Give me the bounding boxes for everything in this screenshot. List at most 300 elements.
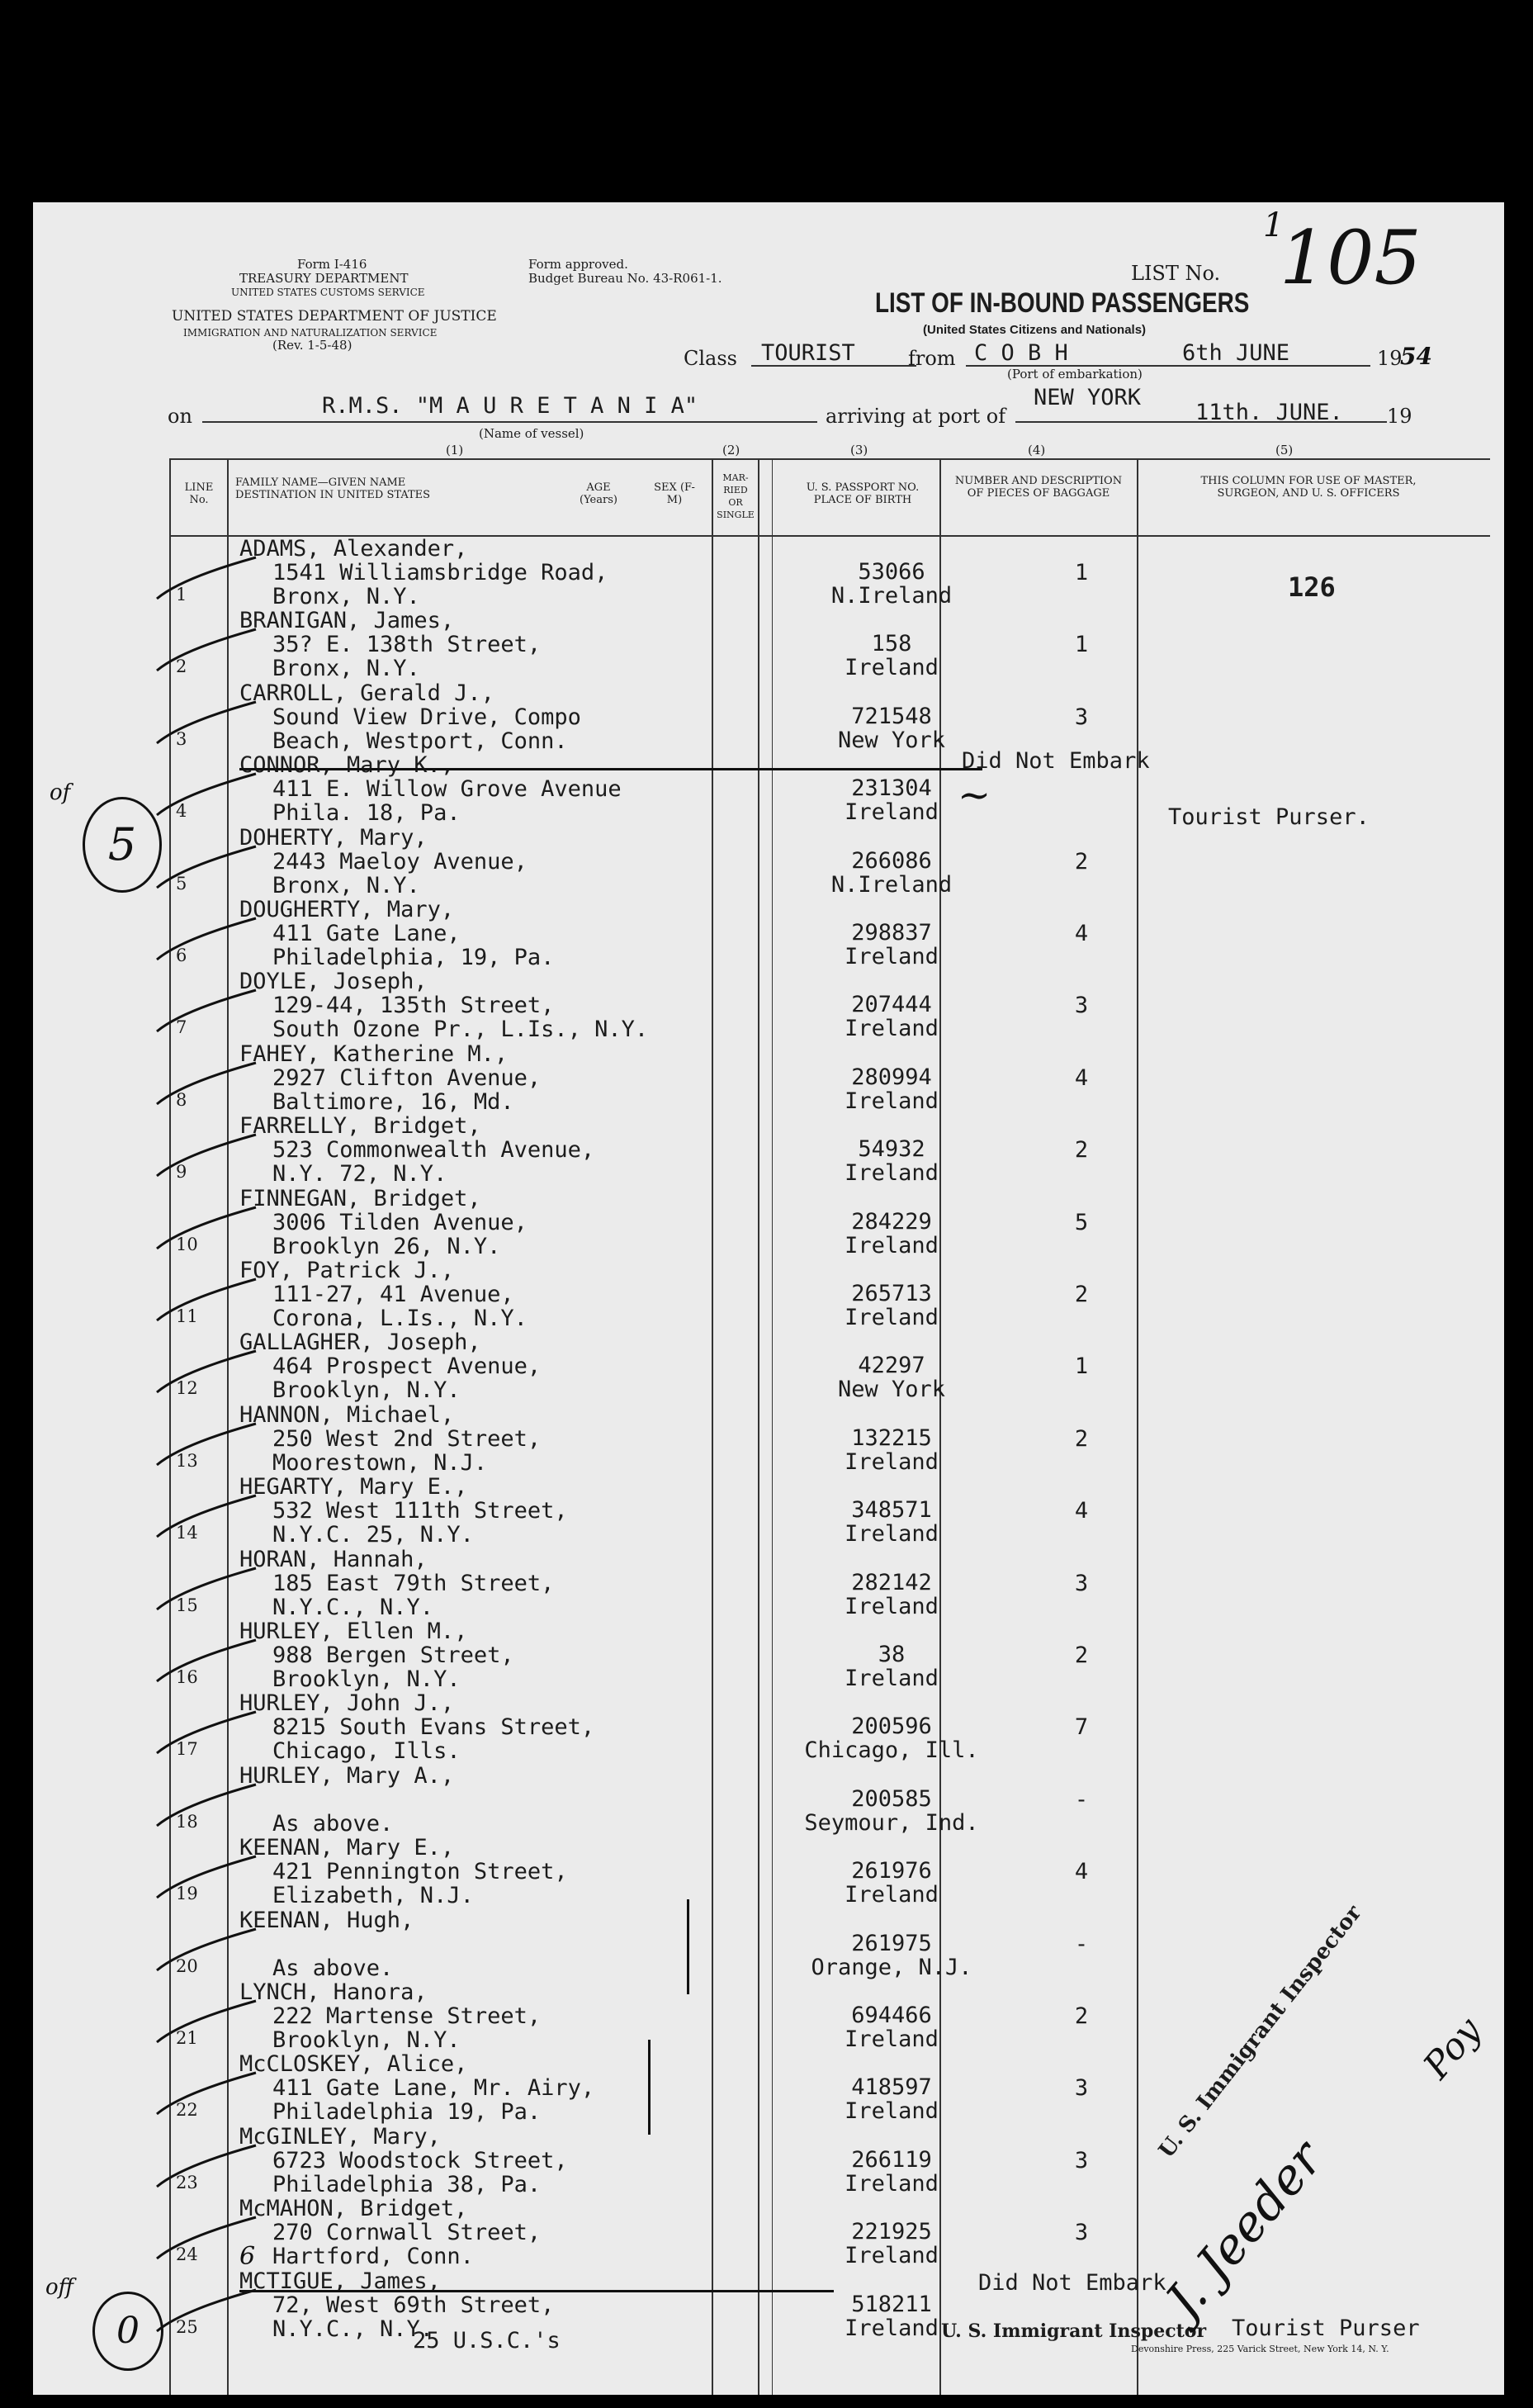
place-of-birth: Ireland (845, 1448, 939, 1475)
passenger-address: 1541 Williamsbridge Road, (272, 560, 608, 585)
passenger-city: Philadelphia 19, Pa. (272, 2099, 542, 2126)
passenger-city: Bronx, N.Y. (272, 872, 420, 898)
header-passport: U. S. PASSPORT NO. PLACE OF BIRTH (806, 481, 920, 506)
baggage-count: 2 (1074, 1642, 1089, 1668)
customs-service: UNITED STATES CUSTOMS SERVICE (231, 287, 425, 298)
passenger-name: FARRELLY, Bridget, (239, 1113, 481, 1140)
passenger-city: Beach, Westport, Conn. (272, 728, 568, 754)
passport-cell (793, 704, 991, 752)
baggage-count: 2 (1074, 1425, 1089, 1452)
passenger-entry (239, 1114, 594, 1186)
baggage-count: 2 (1074, 2003, 1089, 2029)
passenger-entry (239, 1042, 541, 1114)
col-num-4: (4) (1028, 443, 1046, 457)
baggage-count: 3 (1074, 1570, 1089, 1596)
table-row (33, 609, 1504, 680)
table-row (33, 1403, 1504, 1475)
passenger-city: Elizabeth, N.J. (272, 1883, 474, 1909)
passenger-entry (239, 1836, 568, 1908)
passport-number: 282142 (851, 1569, 932, 1595)
place-of-birth: Ireland (845, 1593, 939, 1619)
passenger-city: Brooklyn 26, N.Y. (272, 1233, 501, 1259)
passenger-address: 988 Bergen Street, (272, 1642, 514, 1668)
header-baggage: NUMBER AND DESCRIPTION OF PIECES OF BAGGAGE (954, 475, 1123, 500)
passenger-entry (239, 1548, 554, 1619)
header-sex: SEX (F-M) (654, 481, 695, 506)
vessel-name: R.M.S. "M A U R E T A N I A" (322, 393, 698, 419)
passenger-entry (239, 609, 541, 680)
line-number: 23 (176, 2172, 198, 2192)
table-row (33, 898, 1504, 969)
passenger-name: CONNOR, Mary K., (239, 752, 455, 779)
line-number: 1 (176, 585, 187, 604)
passport-cell (793, 1642, 991, 1690)
passenger-city: As above. (272, 1810, 394, 1837)
line-number: 6 (176, 946, 187, 965)
passenger-entry (239, 753, 622, 825)
list-no-handwritten: 105 (1280, 215, 1422, 301)
arriving-label: arriving at port of (826, 405, 1006, 428)
circled-number: 0 (92, 2292, 163, 2371)
passport-number: 694466 (851, 2003, 932, 2028)
place-of-birth: Ireland (845, 2170, 939, 2197)
place-of-birth: Ireland (845, 1160, 939, 1187)
list-no-label: LIST No. (1131, 262, 1221, 285)
baggage-count: 4 (1074, 1498, 1089, 1524)
passenger-name: CARROLL, Gerald J., (239, 680, 494, 706)
line-number: 22 (176, 2100, 198, 2121)
passenger-city: Brooklyn, N.Y. (272, 1666, 461, 1692)
passenger-city: Corona, L.Is., N.Y. (272, 1306, 528, 1331)
place-of-birth: Ireland (845, 944, 939, 969)
passenger-city: South Ozone Pr., L.Is., N.Y. (272, 1017, 649, 1043)
baggage-count: 2 (1074, 848, 1089, 875)
place-of-birth: Orange, N.J. (811, 1954, 972, 1980)
passenger-address: 222 Martense Street, (272, 2003, 542, 2029)
passenger-name: HEGARTY, Mary E., (239, 1474, 468, 1500)
inspector-signature: Poy (1415, 2009, 1490, 2088)
place-of-birth: Ireland (845, 1016, 939, 1042)
passport-cell (793, 1065, 991, 1113)
passenger-entry (239, 1403, 541, 1475)
passenger-name: KEENAN, Mary E., (239, 1835, 455, 1861)
passenger-name: LYNCH, Hanora, (239, 1979, 428, 2005)
passenger-address: 3006 Tilden Avenue, (272, 1209, 528, 1235)
passport-cell (793, 1571, 991, 1619)
margin-count: 126 (1288, 571, 1336, 603)
class-value: TOURIST (761, 340, 855, 366)
passport-cell (793, 1353, 991, 1401)
line-number: 19 (176, 1884, 198, 1904)
line-number: 13 (176, 1450, 198, 1471)
ins-service: IMMIGRATION AND NATURALIZATION SERVICE (183, 327, 438, 339)
col-num-2: (2) (722, 443, 740, 457)
checkmark-mark: 1 (1263, 206, 1285, 244)
baggage-count: 3 (1074, 2220, 1089, 2246)
passport-cell (793, 2148, 991, 2196)
baggage-count: 3 (1074, 704, 1089, 730)
did-not-embark-note: Did Not Embark (962, 748, 1150, 774)
embark-caption: (Port of embarkation) (1007, 367, 1143, 382)
passenger-entry (239, 898, 554, 969)
passenger-city: Philadelphia, 19, Pa. (272, 945, 555, 970)
passport-number: 158 (871, 631, 912, 657)
passport-number: 200596 (851, 1714, 932, 1740)
justice-dept: UNITED STATES DEPARTMENT OF JUSTICE (172, 308, 497, 325)
table-row (33, 1259, 1504, 1330)
line-number: 20 (176, 1955, 198, 1976)
passport-number: 38 (878, 1642, 906, 1667)
list-subtitle: (United States Citizens and Nationals) (923, 323, 1147, 337)
passport-number: 721548 (851, 703, 932, 729)
passenger-entry (239, 1259, 528, 1330)
on-label: on (168, 405, 192, 428)
inspector-stamp-bottom: U. S. Immigrant Inspector (941, 2320, 1207, 2342)
bracket-line (648, 2040, 651, 2135)
table-row (33, 2052, 1504, 2124)
passenger-city: Hartford, Conn. (272, 2244, 474, 2270)
baggage-count: 4 (1074, 921, 1089, 946)
baggage-count: 2 (1074, 1137, 1089, 1164)
bracket-line (687, 1899, 689, 1994)
place-of-birth: Ireland (845, 2026, 939, 2052)
passenger-city: Bronx, N.Y. (272, 656, 420, 682)
passport-cell (793, 1210, 991, 1258)
passenger-address: 532 West 111th Street, (272, 1498, 568, 1524)
passenger-entry (239, 1980, 541, 2052)
passport-cell (793, 632, 991, 680)
arrival-port: NEW YORK (1034, 385, 1142, 410)
passport-cell (793, 2003, 991, 2051)
baggage-count: - (1074, 1931, 1089, 1957)
place-of-birth: Ireland (845, 655, 939, 681)
line-number: 18 (176, 1811, 198, 1832)
place-of-birth: Ireland (845, 1232, 939, 1259)
passenger-address: 2443 Maeloy Avenue, (272, 848, 528, 875)
line-number: 5 (176, 873, 187, 894)
line-number: 9 (176, 1162, 187, 1183)
table-row (33, 1764, 1504, 1836)
passport-cell (793, 1932, 991, 1979)
passport-number: 266086 (851, 847, 932, 874)
table-row (33, 1187, 1504, 1259)
passenger-address (239, 1932, 272, 1957)
place-of-birth: Ireland (845, 1666, 939, 1691)
passenger-address: 411 Gate Lane, Mr. Airy, (272, 2075, 595, 2102)
baggage-count: 3 (1074, 2075, 1089, 2102)
passenger-entry (239, 1187, 528, 1259)
depart-date: 6th JUNE (1182, 340, 1290, 366)
passport-cell (793, 1859, 991, 1907)
place-of-birth: Ireland (845, 2098, 939, 2125)
year-suffix: 54 (1400, 343, 1432, 370)
line-number: 24 (176, 2244, 198, 2265)
passport-cell (793, 1787, 991, 1835)
baggage-count: 4 (1074, 1859, 1089, 1885)
passenger-entry (239, 826, 528, 898)
passenger-city: N.Y.C. 25, N.Y. (272, 1522, 474, 1548)
passport-number: 42297 (858, 1353, 925, 1379)
arrival-year: 19 (1387, 405, 1412, 428)
us-citizens-count: 25 U.S.C.'s (413, 2328, 561, 2353)
passenger-city: N.Y.C., N.Y. (272, 2316, 434, 2342)
passenger-name: McCLOSKEY, Alice, (239, 2051, 468, 2078)
list-title: LIST OF IN-BOUND PASSENGERS (875, 287, 1250, 319)
baggage-count: 5 (1074, 1209, 1089, 1235)
passport-number: 518211 (851, 2291, 932, 2317)
col-num-3: (3) (850, 443, 868, 457)
baggage-count: 4 (1074, 1064, 1089, 1091)
table-row (33, 1330, 1504, 1402)
table-row (33, 1619, 1504, 1691)
place-of-birth: Seymour, Ind. (804, 1809, 979, 1836)
passport-number: 200585 (851, 1785, 932, 1812)
passport-number: 261976 (851, 1858, 932, 1884)
passenger-city: Chicago, Ills. (272, 1738, 461, 1765)
line-number: 7 (176, 1017, 187, 1038)
inspector-signature: J. Jeeder (1154, 2130, 1335, 2330)
passenger-name: DOUGHERTY, Mary, (239, 897, 455, 922)
passenger-name: HANNON, Michael, (239, 1401, 455, 1428)
treasury-dept: TREASURY DEPARTMENT (239, 271, 409, 286)
passenger-entry (239, 681, 581, 753)
passport-number: 261975 (851, 1930, 932, 1956)
revision: (Rev. 1-5-48) (272, 338, 352, 353)
passport-number: 54932 (858, 1136, 925, 1163)
baggage-count: 1 (1074, 560, 1089, 585)
passport-number: 221925 (851, 2219, 932, 2245)
passenger-name: FAHEY, Katherine M., (239, 1040, 509, 1067)
form-approved: Form approved. (528, 257, 628, 272)
printer-imprint: Devonshire Press, 225 Varick Street, New York 14, N. Y. (1131, 2344, 1389, 2354)
baggage-count: 7 (1074, 1714, 1089, 1741)
passenger-name: KEENAN, Hugh, (239, 1907, 414, 1933)
passport-cell (793, 849, 991, 897)
table-row (33, 1114, 1504, 1186)
passenger-address: 2927 Clifton Avenue, (272, 1064, 542, 1091)
passenger-entry (239, 1475, 568, 1547)
purser-signature: ~ (958, 772, 991, 818)
passenger-city: Baltimore, 16, Md. (272, 1088, 514, 1115)
passenger-name: HURLEY, John J., (239, 1690, 455, 1717)
passenger-name: ADAMS, Alexander, (239, 536, 468, 562)
passport-number: 53066 (858, 559, 925, 585)
place-of-birth: Ireland (845, 1882, 939, 1908)
from-label: from (908, 347, 956, 370)
header-married: MAR-RIED OR SINGLE (717, 472, 755, 520)
place-of-birth: Chicago, Ill. (804, 1737, 979, 1764)
header-age: AGE (Years) (580, 481, 617, 506)
baggage-count: 2 (1074, 1282, 1089, 1307)
passenger-name: McGINLEY, Mary, (239, 2123, 441, 2150)
table-row (33, 1475, 1504, 1547)
col-num-1: (1) (446, 443, 464, 457)
arrival-date: 11th. JUNE. (1195, 400, 1343, 425)
passport-number: 132215 (851, 1424, 932, 1451)
place-of-birth: N.Ireland (830, 583, 953, 609)
passport-number: 280994 (851, 1064, 932, 1090)
header-name: FAMILY NAME—GIVEN NAME DESTINATION IN UNITED STATES (235, 476, 431, 501)
baggage-count: 1 (1074, 1353, 1089, 1380)
passenger-entry (239, 1908, 414, 1980)
passport-cell (793, 1137, 991, 1185)
passenger-entry (239, 1764, 454, 1836)
passenger-city: Brooklyn, N.Y. (272, 1377, 461, 1404)
passenger-city: Moorestown, N.J. (272, 1449, 488, 1476)
table-row (33, 1691, 1504, 1763)
passenger-name: FINNEGAN, Bridget, (239, 1185, 481, 1211)
table-row (33, 969, 1504, 1041)
line-number: 17 (176, 1739, 198, 1760)
passenger-city: N.Y.C., N.Y. (272, 1594, 434, 1620)
strike-row-25 (239, 2290, 834, 2292)
passenger-address: 411 E. Willow Grove Avenue (272, 776, 622, 803)
table-row (33, 1548, 1504, 1619)
passenger-address: 6723 Woodstock Street, (272, 2147, 568, 2173)
passport-cell (793, 560, 991, 608)
table-row (33, 681, 1504, 753)
passenger-name: GALLAGHER, Joseph, (239, 1330, 481, 1356)
place-of-birth: Ireland (845, 1521, 939, 1548)
passenger-city: Brooklyn, N.Y. (272, 2027, 461, 2053)
passenger-address: 129-44, 135th Street, (272, 993, 555, 1019)
place-of-birth: Ireland (845, 1088, 939, 1114)
passenger-name: MCTIGUE, James, (239, 2268, 441, 2294)
margin-note: of (50, 780, 71, 805)
passport-cell (793, 1498, 991, 1546)
passenger-address: 464 Prospect Avenue, (272, 1353, 542, 1380)
passenger-entry (239, 1330, 541, 1402)
passenger-city: As above. (272, 1955, 394, 1981)
margin-note: off (45, 2275, 74, 2300)
passenger-name: DOYLE, Joseph, (239, 969, 428, 995)
passenger-name: HURLEY, Ellen M., (239, 1619, 468, 1644)
passport-cell (793, 1282, 991, 1330)
place-of-birth: Ireland (845, 2243, 939, 2269)
passenger-name: HURLEY, Mary A., (239, 1762, 455, 1789)
circled-number: 5 (83, 797, 162, 893)
passenger-entry (239, 2052, 594, 2124)
line-number: 25 (176, 2316, 198, 2337)
line-number: 4 (176, 801, 187, 822)
passport-cell (793, 1714, 991, 1762)
passenger-address: 421 Pennington Street, (272, 1859, 568, 1885)
arrival-underline (1015, 421, 1387, 423)
passenger-address: 35? E. 138th Street, (272, 632, 542, 658)
passenger-name: DOHERTY, Mary, (239, 824, 428, 851)
passport-cell (793, 1426, 991, 1474)
tourist-purser-note: Tourist Purser (1232, 2316, 1420, 2341)
line-number: 15 (176, 1595, 198, 1615)
passenger-city: Philadelphia 38, Pa. (272, 2171, 542, 2197)
budget-bureau: Budget Bureau No. 43-R061-1. (528, 271, 722, 286)
passenger-address: 111-27, 41 Avenue, (272, 1282, 514, 1307)
baggage-count: 3 (1074, 2147, 1089, 2173)
line-number: 8 (176, 1089, 187, 1110)
year-prefix: 19 (1377, 347, 1403, 370)
passenger-address (239, 1787, 272, 1813)
passenger-entry (239, 2197, 541, 2268)
passenger-entry (239, 2125, 568, 2197)
passenger-entry (239, 537, 608, 609)
passport-cell (793, 993, 991, 1040)
passenger-name: HORAN, Hannah, (239, 1546, 428, 1572)
passenger-city: Phila. 18, Pa. (272, 800, 461, 827)
passenger-address: 270 Cornwall Street, (272, 2220, 542, 2246)
place-of-birth: N.Ireland (830, 871, 953, 898)
place-of-birth: New York (837, 1377, 946, 1403)
baggage-count: 3 (1074, 993, 1089, 1019)
did-not-embark-note: Did Not Embark (978, 2270, 1166, 2296)
passenger-address: 185 East 79th Street, (272, 1570, 555, 1596)
table-row (33, 826, 1504, 898)
vessel-caption: (Name of vessel) (479, 426, 584, 441)
baggage-count: - (1074, 1786, 1089, 1813)
passenger-city: N.Y. 72, N.Y. (272, 1161, 447, 1187)
class-underline (751, 365, 916, 367)
passport-number: 207444 (851, 992, 932, 1018)
strike-row-4 (239, 768, 982, 770)
line-number: 3 (176, 728, 187, 749)
passenger-address: Sound View Drive, Compo (272, 704, 581, 730)
passport-number: 418597 (851, 2074, 932, 2101)
header-officers: THIS COLUMN FOR USE OF MASTER, SURGEON, AND U. S. OFFICERS (1200, 475, 1417, 500)
line-number: 11 (176, 1306, 198, 1326)
line-number: 10 (176, 1234, 198, 1254)
passenger-address: 250 West 2nd Street, (272, 1425, 542, 1452)
passport-number: 231304 (851, 775, 932, 802)
passport-cell (793, 921, 991, 969)
table-row (33, 1836, 1504, 1908)
inspector-stamp: U. S. Immigrant Inspector (1154, 1900, 1367, 2164)
passenger-name: McMAHON, Bridget, (239, 2196, 468, 2222)
passenger-name: FOY, Patrick J., (239, 1258, 455, 1283)
passport-number: 266119 (851, 2146, 932, 2173)
place-of-birth: Ireland (845, 1305, 939, 1330)
line-number: 2 (176, 657, 187, 677)
line-number: 14 (176, 1523, 198, 1543)
col-num-5: (5) (1275, 443, 1294, 457)
place-of-birth: Ireland (845, 2315, 939, 2341)
table-row (33, 1908, 1504, 1980)
passenger-address: 411 Gate Lane, (272, 921, 461, 946)
place-of-birth: Ireland (845, 799, 939, 826)
table-top-border (169, 458, 1490, 460)
passenger-address: 8215 South Evans Street, (272, 1714, 595, 1741)
form-number: Form I-416 (297, 257, 367, 272)
tourist-purser-note: Tourist Purser. (1168, 804, 1370, 830)
class-label: Class (684, 347, 737, 370)
margin-number: 6 (239, 2242, 256, 2271)
passport-cell (793, 2075, 991, 2123)
passenger-address: 72, West 69th Street, (272, 2292, 555, 2318)
passenger-entry (239, 1691, 594, 1763)
passenger-name: BRANIGAN, James, (239, 608, 455, 634)
place-of-birth: New York (837, 727, 946, 753)
passenger-city: Bronx, N.Y. (272, 584, 420, 609)
passport-cell (793, 2220, 991, 2268)
line-number: 16 (176, 1667, 198, 1687)
line-number: 12 (176, 1378, 198, 1399)
embark-port: C O B H (974, 340, 1068, 366)
passport-number: 298837 (851, 920, 932, 946)
passport-number: 265713 (851, 1281, 932, 1306)
passenger-manifest-page (33, 202, 1504, 2395)
passenger-address: 523 Commonwealth Avenue, (272, 1137, 595, 1164)
table-row (33, 537, 1504, 609)
passenger-entry (239, 1619, 514, 1691)
passport-number: 284229 (851, 1208, 932, 1235)
